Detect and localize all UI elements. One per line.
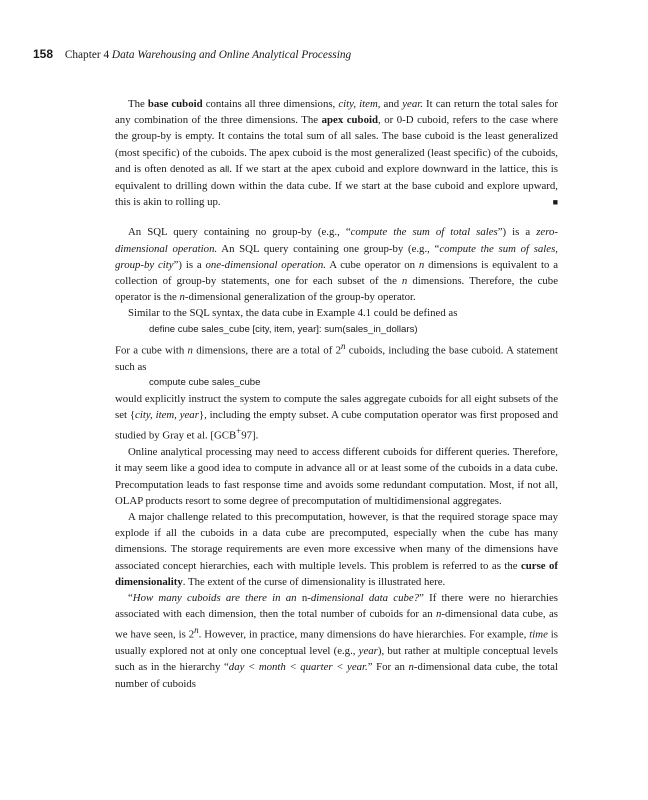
running-header: [33, 47, 593, 67]
paragraph-olap-precomputation: Online analytical processing may need to access different cuboids for different queries. Therefore, it may seem like a good idea to compute in advance all or at least some of the cuboids in a data cube. Precomputation leads to fast response time and avoids some redundant computation. Most, if not all, OLAP products resort to some degree of precomputation of multidimensional aggregates.: [115, 446, 558, 507]
paragraph-cuboids: The base cuboid contains all three dimensions, city, item, and year. It can return the total sales for any combination of the three dimensions. The apex cuboid, or 0-D cuboid, refers to the case where the group-by is empty. It contains the total sum of all sales. The base cuboid is the least generalized (most specific) of the cuboids. The apex cuboid is the most generalized (least specific) of the cuboids, and is often denoted as all. If we start at the apex cuboid and explore downward in the lattice, this is equivalent to drilling down within the data cube. If we start at the base cuboid and explore upward, this is akin to rolling up. ■: [115, 96, 558, 210]
page-number: 158: [33, 47, 54, 61]
paragraph-sql-query: An SQL query containing no group-by (e.g., “compute the sum of total sales”) is a zero-dimensional operation. An SQL query containing one group-by (e.g., “compute the sum of sales, group-by city”) is a one-dimensional operation. A cube operator on n dimensions is equivalent to a collection of group-by statements, one for each subset of the n dimensions. Therefore, the cube operator is the n-dimensional generalization of the group-by operator.: [115, 226, 559, 304]
code-compute-cube: compute cube sales_cube: [149, 376, 261, 388]
paragraph-cuboid-count: For a cube with n dimensions, there are a total of 2$^n$ cuboids, including the base cuboid. A statement such as: [115, 340, 559, 373]
code-define-cube: define cube sales_cube [city, item, year]: sum(sales_in_dollars): [149, 323, 418, 335]
paragraph-curse-of-dimensionality: A major challenge related to this precomputation, however, is that the required storage space may explode if all the cuboids in a data cube are precomputed, especially when the cube has many dimensions. The storage requirements are even more excessive when many of the dimensions have associated concept hierarchies, each with multiple levels. This problem is referred to as the curse of dimensionality. The extent of the curse of dimensionality is illustrated here.: [115, 511, 559, 588]
paragraph-sql-syntax: Similar to the SQL syntax, the data cube in Example 4.1 could be defined as: [128, 307, 458, 320]
chapter-title: Data Warehousing and Online Analytical Processing: [111, 49, 352, 61]
paragraph-compute-instruction: would explicitly instruct the system to compute the sales aggregate cuboids for all eight subsets of the set {city, item, year}, including the empty subset. A cube computation operator was first proposed and studied by Gray et al. [GCB+97].: [115, 393, 558, 443]
paragraph-how-many-cuboids: “How many cuboids are there in an n-dimensional data cube?” If there were no hierarchies associated with each dimension, then the total number of cuboids for an n-dimensional data cube, as we have seen, is 2$^n$. However, in practice, many dimensions do have hierarchies. For example, time is usually explored not at only one conceptual level (e.g., year), but rather at multiple conceptual levels such as in the hierarchy “day < month < quarter < year.” For an n-dimensional data cube, the total number of cuboids: [115, 592, 558, 690]
chapter-label: Chapter 4: [64, 49, 110, 61]
body-text: [115, 96, 558, 692]
end-of-example-marker: ■: [552, 197, 558, 208]
